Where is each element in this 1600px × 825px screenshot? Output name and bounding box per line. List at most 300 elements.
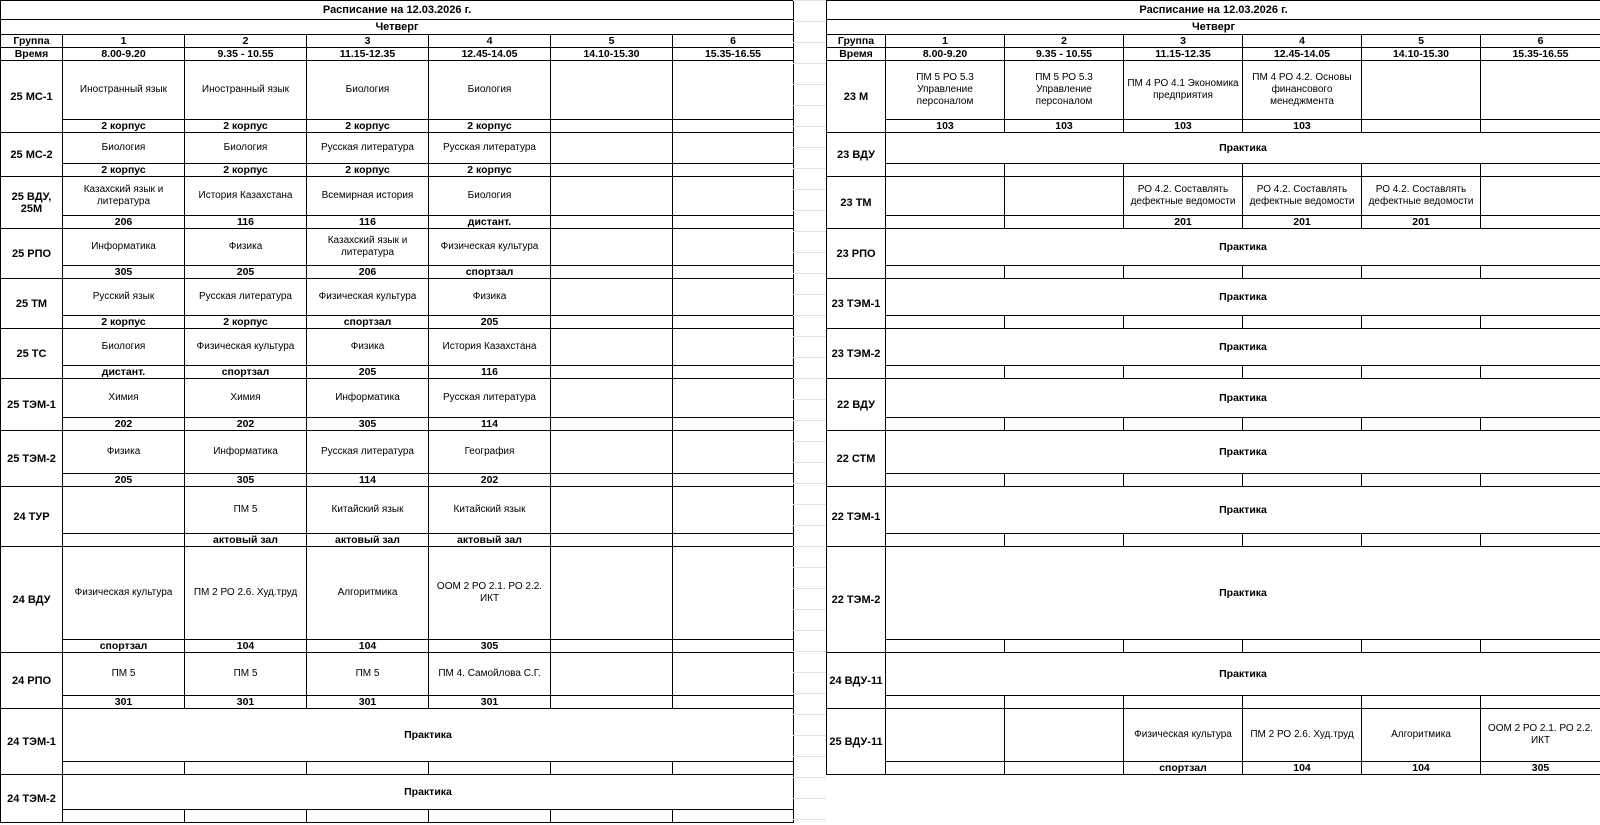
group-name: 24 РПО xyxy=(1,653,63,709)
subject-cell: Биология xyxy=(63,133,185,164)
subject-cell xyxy=(63,487,185,534)
period-time: 15.35-16.55 xyxy=(673,48,794,61)
empty-grid-gap xyxy=(793,0,826,825)
room-cell xyxy=(1362,418,1481,431)
table-row-rooms xyxy=(827,216,1600,229)
period-number: 3 xyxy=(1124,35,1243,48)
subject-cell: ПМ 5 РО 5.3 Управление персоналом xyxy=(886,61,1005,120)
room-cell xyxy=(1481,266,1600,279)
group-name: 23 ВДУ xyxy=(827,133,886,177)
subject-cell: ООМ 2 РО 2.1. РО 2.2. ИКТ xyxy=(1481,709,1600,762)
room-cell xyxy=(551,164,673,177)
room-cell xyxy=(886,216,1005,229)
period-time: 12.45-14.05 xyxy=(1243,48,1362,61)
room-cell xyxy=(551,810,673,823)
group-name: 22 ТЭМ-2 xyxy=(827,547,886,653)
room-cell xyxy=(1124,164,1243,177)
room-cell xyxy=(1481,216,1600,229)
time-header: Время xyxy=(827,48,886,61)
subject-cell: Китайский язык xyxy=(307,487,429,534)
group-name: 24 ТУР xyxy=(1,487,63,547)
time-header: Время xyxy=(1,48,63,61)
room-cell xyxy=(551,474,673,487)
subject-cell: Русская литература xyxy=(307,431,429,474)
group-name: 25 ТМ xyxy=(1,279,63,329)
room-cell: 301 xyxy=(63,696,185,709)
room-cell xyxy=(1005,366,1124,379)
room-cell xyxy=(1243,474,1362,487)
period-time: 9.35 - 10.55 xyxy=(1005,48,1124,61)
room-cell: 2 корпус xyxy=(63,120,185,133)
room-cell xyxy=(673,810,794,823)
room-cell xyxy=(886,266,1005,279)
room-cell xyxy=(673,762,794,775)
table-row xyxy=(827,229,1600,266)
subject-cell: Физическая культура xyxy=(1124,709,1243,762)
practice-cell: Практика xyxy=(886,547,1600,640)
subject-cell: Иностранный язык xyxy=(63,61,185,120)
subject-cell: Информатика xyxy=(185,431,307,474)
room-cell: 103 xyxy=(886,120,1005,133)
subject-cell xyxy=(551,61,673,120)
subject-cell: Иностранный язык xyxy=(185,61,307,120)
room-cell xyxy=(886,640,1005,653)
subject-cell xyxy=(1481,61,1600,120)
subject-cell: Биология xyxy=(429,61,551,120)
schedule-title: Расписание на 12.03.2026 г. xyxy=(1,1,794,20)
subject-cell: Физическая культура xyxy=(429,229,551,266)
room-cell: 206 xyxy=(307,266,429,279)
table-row xyxy=(1,431,794,474)
subject-cell xyxy=(673,61,794,120)
subject-cell: История Казахстана xyxy=(429,329,551,366)
table-row-rooms xyxy=(827,120,1600,133)
group-name: 22 ТЭМ-1 xyxy=(827,487,886,547)
period-number: 4 xyxy=(1243,35,1362,48)
period-time: 14.10-15.30 xyxy=(551,48,673,61)
table-row-rooms xyxy=(1,474,794,487)
subject-cell: Биология xyxy=(63,329,185,366)
room-cell xyxy=(886,418,1005,431)
room-cell: 305 xyxy=(185,474,307,487)
room-cell xyxy=(185,762,307,775)
room-cell: 206 xyxy=(63,216,185,229)
subject-cell: Алгоритмика xyxy=(307,547,429,640)
table-row xyxy=(1,133,794,164)
room-cell: 104 xyxy=(307,640,429,653)
subject-cell xyxy=(551,279,673,316)
room-cell: 2 корпус xyxy=(429,120,551,133)
group-name: 25 РПО xyxy=(1,229,63,279)
subject-cell: Физическая культура xyxy=(185,329,307,366)
room-cell: 103 xyxy=(1243,120,1362,133)
room-cell: 201 xyxy=(1362,216,1481,229)
room-cell xyxy=(307,762,429,775)
table-row-rooms xyxy=(1,534,794,547)
room-cell: спортзал xyxy=(185,366,307,379)
period-number: 5 xyxy=(551,35,673,48)
room-cell xyxy=(1362,316,1481,329)
table-row xyxy=(827,653,1600,696)
table-row-rooms xyxy=(1,762,794,775)
period-number: 4 xyxy=(429,35,551,48)
room-cell xyxy=(1362,696,1481,709)
period-number: 5 xyxy=(1362,35,1481,48)
room-cell: 2 корпус xyxy=(185,164,307,177)
subject-cell: ПМ 4. Самойлова С.Г. xyxy=(429,653,551,696)
subject-cell xyxy=(673,431,794,474)
room-cell xyxy=(551,216,673,229)
subject-cell: Химия xyxy=(185,379,307,418)
table-row-rooms xyxy=(1,696,794,709)
room-cell xyxy=(1362,164,1481,177)
room-cell xyxy=(673,120,794,133)
table-row xyxy=(827,379,1600,418)
room-cell: 103 xyxy=(1124,120,1243,133)
subject-cell: ПМ 2 РО 2.6. Худ.труд xyxy=(1243,709,1362,762)
subject-cell: ПМ 5 xyxy=(63,653,185,696)
room-cell xyxy=(63,810,185,823)
group-name: 23 М xyxy=(827,61,886,133)
room-cell xyxy=(1124,534,1243,547)
room-cell xyxy=(551,316,673,329)
room-cell: 201 xyxy=(1243,216,1362,229)
day-name: Четверг xyxy=(827,20,1600,35)
subject-cell xyxy=(1362,61,1481,120)
room-cell xyxy=(886,762,1005,775)
subject-cell: РО 4.2. Составлять дефектные ведомости xyxy=(1124,177,1243,216)
room-cell xyxy=(551,266,673,279)
subject-cell xyxy=(673,279,794,316)
group-name: 23 РПО xyxy=(827,229,886,279)
table-row xyxy=(827,279,1600,316)
period-number: 6 xyxy=(1481,35,1600,48)
subject-cell: Русская литература xyxy=(429,379,551,418)
group-name: 25 ТЭМ-1 xyxy=(1,379,63,431)
room-cell xyxy=(1005,534,1124,547)
room-cell xyxy=(1481,640,1600,653)
room-cell xyxy=(1362,534,1481,547)
subject-cell xyxy=(673,177,794,216)
room-cell: 2 корпус xyxy=(429,164,551,177)
table-row-rooms xyxy=(1,316,794,329)
subject-cell: Китайский язык xyxy=(429,487,551,534)
table-row-rooms xyxy=(827,266,1600,279)
table-row xyxy=(1,547,794,640)
table-row xyxy=(1,379,794,418)
schedule-title: Расписание на 12.03.2026 г. xyxy=(827,1,1600,20)
table-row-rooms xyxy=(1,164,794,177)
group-name: 25 ВДУ, 25М xyxy=(1,177,63,229)
subject-cell xyxy=(551,177,673,216)
room-cell: 205 xyxy=(185,266,307,279)
subject-cell: Биология xyxy=(429,177,551,216)
group-name: 22 СТМ xyxy=(827,431,886,487)
practice-cell: Практика xyxy=(886,329,1600,366)
subject-cell: История Казахстана xyxy=(185,177,307,216)
room-cell: актовый зал xyxy=(185,534,307,547)
room-cell xyxy=(1481,316,1600,329)
room-cell: 202 xyxy=(185,418,307,431)
room-cell: 116 xyxy=(429,366,551,379)
room-cell: 2 корпус xyxy=(307,164,429,177)
schedule-right xyxy=(826,0,1600,775)
room-cell xyxy=(1124,366,1243,379)
period-time: 14.10-15.30 xyxy=(1362,48,1481,61)
room-cell xyxy=(551,696,673,709)
room-cell: дистант. xyxy=(63,366,185,379)
group-name: 24 ТЭМ-2 xyxy=(1,775,63,823)
subject-cell: Физическая культура xyxy=(307,279,429,316)
room-cell xyxy=(673,696,794,709)
subject-cell xyxy=(673,229,794,266)
table-row xyxy=(1,279,794,316)
period-time: 15.35-16.55 xyxy=(1481,48,1600,61)
room-cell: 301 xyxy=(185,696,307,709)
room-cell xyxy=(1243,266,1362,279)
room-cell xyxy=(886,164,1005,177)
period-number: 3 xyxy=(307,35,429,48)
room-cell xyxy=(1005,316,1124,329)
subject-cell: РО 4.2. Составлять дефектные ведомости xyxy=(1362,177,1481,216)
room-cell xyxy=(1243,534,1362,547)
room-cell xyxy=(1481,474,1600,487)
practice-cell: Практика xyxy=(63,775,794,810)
subject-cell xyxy=(551,547,673,640)
period-time: 11.15-12.35 xyxy=(307,48,429,61)
subject-cell xyxy=(673,653,794,696)
room-cell xyxy=(1481,366,1600,379)
subject-cell xyxy=(1005,709,1124,762)
room-cell xyxy=(1124,266,1243,279)
period-number: 1 xyxy=(886,35,1005,48)
room-cell: 2 корпус xyxy=(63,164,185,177)
subject-cell xyxy=(886,709,1005,762)
room-cell xyxy=(1005,640,1124,653)
room-cell xyxy=(673,266,794,279)
room-cell xyxy=(551,418,673,431)
subject-cell: Русская литература xyxy=(185,279,307,316)
table-row-rooms xyxy=(827,316,1600,329)
group-name: 23 ТЭМ-2 xyxy=(827,329,886,379)
table-row-rooms xyxy=(1,418,794,431)
room-cell xyxy=(1243,696,1362,709)
period-number: 1 xyxy=(63,35,185,48)
group-header: Группа xyxy=(827,35,886,48)
table-row xyxy=(1,653,794,696)
table-row-rooms xyxy=(1,216,794,229)
table-row xyxy=(1,487,794,534)
practice-cell: Практика xyxy=(886,229,1600,266)
group-name: 24 ВДУ xyxy=(1,547,63,653)
room-cell xyxy=(1243,366,1362,379)
subject-cell: Физика xyxy=(429,279,551,316)
subject-cell: Алгоритмика xyxy=(1362,709,1481,762)
room-cell xyxy=(1243,418,1362,431)
practice-cell: Практика xyxy=(886,379,1600,418)
subject-cell xyxy=(886,177,1005,216)
room-cell: дистант. xyxy=(429,216,551,229)
room-cell: 104 xyxy=(1243,762,1362,775)
subject-cell xyxy=(673,329,794,366)
room-cell xyxy=(886,696,1005,709)
room-cell xyxy=(1124,640,1243,653)
group-header: Группа xyxy=(1,35,63,48)
room-cell xyxy=(551,534,673,547)
room-cell: 205 xyxy=(307,366,429,379)
subject-cell: Физика xyxy=(63,431,185,474)
room-cell: 305 xyxy=(307,418,429,431)
table-row xyxy=(1,709,794,762)
table-row-rooms xyxy=(827,418,1600,431)
table-row-rooms xyxy=(1,120,794,133)
room-cell xyxy=(673,316,794,329)
subject-cell xyxy=(551,653,673,696)
subject-cell xyxy=(673,487,794,534)
table-row xyxy=(1,177,794,216)
room-cell xyxy=(673,366,794,379)
room-cell xyxy=(429,810,551,823)
table-row xyxy=(1,775,794,810)
period-number: 6 xyxy=(673,35,794,48)
period-number: 2 xyxy=(1005,35,1124,48)
room-cell xyxy=(1362,474,1481,487)
room-cell xyxy=(551,640,673,653)
subject-cell xyxy=(551,431,673,474)
table-row xyxy=(827,709,1600,762)
room-cell xyxy=(1481,120,1600,133)
table-row xyxy=(827,61,1600,120)
room-cell xyxy=(1124,418,1243,431)
room-cell: спортзал xyxy=(429,266,551,279)
room-cell xyxy=(886,534,1005,547)
subject-cell: Всемирная история xyxy=(307,177,429,216)
subject-cell xyxy=(673,379,794,418)
subject-cell: РО 4.2. Составлять дефектные ведомости xyxy=(1243,177,1362,216)
table-row xyxy=(827,487,1600,534)
subject-cell: Русская литература xyxy=(429,133,551,164)
practice-cell: Практика xyxy=(886,431,1600,474)
period-time: 12.45-14.05 xyxy=(429,48,551,61)
room-cell: 114 xyxy=(307,474,429,487)
subject-cell: ПМ 5 xyxy=(185,653,307,696)
table-row xyxy=(1,229,794,266)
period-time: 8.00-9.20 xyxy=(63,48,185,61)
room-cell xyxy=(307,810,429,823)
room-cell: 2 корпус xyxy=(307,120,429,133)
room-cell xyxy=(1481,696,1600,709)
period-number: 2 xyxy=(185,35,307,48)
table-row xyxy=(827,329,1600,366)
room-cell: 201 xyxy=(1124,216,1243,229)
room-cell: 305 xyxy=(63,266,185,279)
room-cell: 2 корпус xyxy=(63,316,185,329)
table-row-rooms xyxy=(827,164,1600,177)
group-name: 23 ТЭМ-1 xyxy=(827,279,886,329)
subject-cell xyxy=(551,329,673,366)
subject-cell: Казахский язык и литература xyxy=(63,177,185,216)
period-time: 9.35 - 10.55 xyxy=(185,48,307,61)
room-cell: актовый зал xyxy=(429,534,551,547)
period-time: 8.00-9.20 xyxy=(886,48,1005,61)
table-row-rooms xyxy=(1,366,794,379)
room-cell xyxy=(1481,164,1600,177)
room-cell xyxy=(673,418,794,431)
subject-cell: Биология xyxy=(185,133,307,164)
group-name: 25 МС-2 xyxy=(1,133,63,177)
table-row-rooms xyxy=(827,640,1600,653)
subject-cell: Биология xyxy=(307,61,429,120)
room-cell xyxy=(1005,474,1124,487)
subject-cell: География xyxy=(429,431,551,474)
subject-cell: ПМ 2 РО 2.6. Худ.труд xyxy=(185,547,307,640)
room-cell: 116 xyxy=(307,216,429,229)
room-cell: 301 xyxy=(429,696,551,709)
subject-cell: ООМ 2 РО 2.1. РО 2.2. ИКТ xyxy=(429,547,551,640)
room-cell xyxy=(185,810,307,823)
room-cell: 103 xyxy=(1005,120,1124,133)
table-row-rooms xyxy=(827,474,1600,487)
room-cell xyxy=(886,474,1005,487)
room-cell: спортзал xyxy=(307,316,429,329)
subject-cell: Физика xyxy=(185,229,307,266)
room-cell xyxy=(1005,696,1124,709)
schedule-table-right xyxy=(826,0,1600,775)
table-row xyxy=(1,329,794,366)
group-name: 25 ВДУ-11 xyxy=(827,709,886,775)
room-cell xyxy=(63,762,185,775)
subject-cell xyxy=(1481,177,1600,216)
table-row xyxy=(827,177,1600,216)
subject-cell xyxy=(673,547,794,640)
room-cell xyxy=(886,366,1005,379)
room-cell xyxy=(1005,164,1124,177)
room-cell xyxy=(886,316,1005,329)
room-cell xyxy=(1243,640,1362,653)
room-cell: 202 xyxy=(429,474,551,487)
room-cell xyxy=(1124,696,1243,709)
room-cell xyxy=(673,474,794,487)
table-row-rooms xyxy=(827,762,1600,775)
room-cell xyxy=(1362,640,1481,653)
room-cell xyxy=(673,640,794,653)
room-cell xyxy=(1005,266,1124,279)
practice-cell: Практика xyxy=(886,653,1600,696)
room-cell xyxy=(1005,762,1124,775)
subject-cell: Казахский язык и литература xyxy=(307,229,429,266)
room-cell xyxy=(551,120,673,133)
room-cell xyxy=(1124,316,1243,329)
room-cell: 205 xyxy=(63,474,185,487)
room-cell: актовый зал xyxy=(307,534,429,547)
room-cell xyxy=(1124,474,1243,487)
room-cell xyxy=(1362,120,1481,133)
subject-cell: Русский язык xyxy=(63,279,185,316)
room-cell: спортзал xyxy=(1124,762,1243,775)
group-name: 24 ВДУ-11 xyxy=(827,653,886,709)
subject-cell xyxy=(551,133,673,164)
room-cell: 104 xyxy=(185,640,307,653)
subject-cell xyxy=(551,229,673,266)
room-cell: 305 xyxy=(1481,762,1600,775)
room-cell xyxy=(551,366,673,379)
room-cell: 2 корпус xyxy=(185,120,307,133)
schedule-table-left xyxy=(0,0,794,823)
room-cell xyxy=(673,534,794,547)
table-row xyxy=(1,61,794,120)
subject-cell xyxy=(551,379,673,418)
room-cell xyxy=(673,164,794,177)
